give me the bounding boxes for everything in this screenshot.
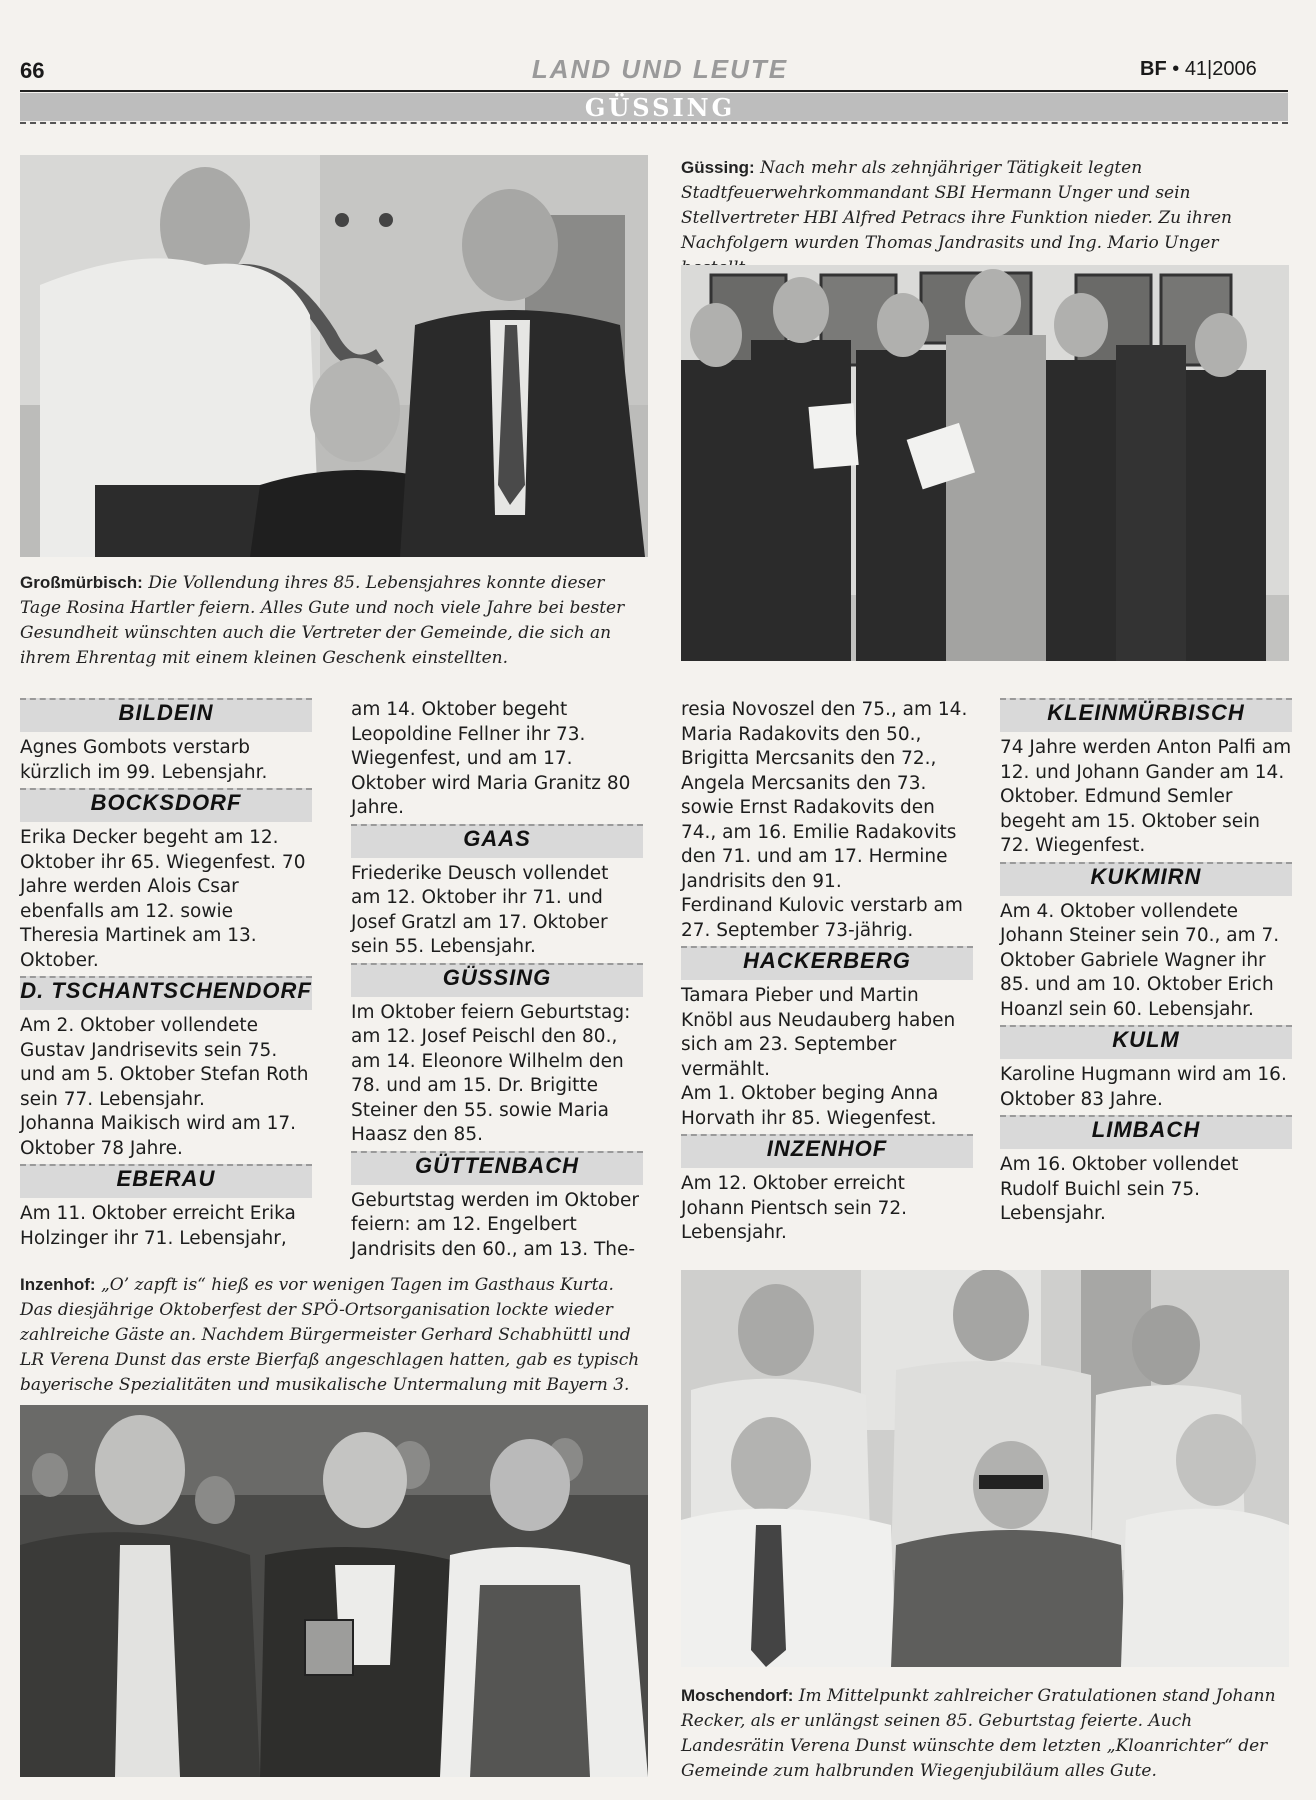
region-title: GÜSSING xyxy=(584,93,736,122)
photo-moschendorf xyxy=(681,1270,1289,1667)
news-column-1 xyxy=(20,698,312,1251)
caption-grossmuerbisch xyxy=(20,570,648,671)
news-column-4 xyxy=(1000,698,1292,1227)
section-head-hackerberg: HACKERBERG xyxy=(681,946,973,980)
section-text-eberau: Am 11. Oktober erreicht Erika Holzinger ihr 71. Lebensjahr, xyxy=(20,1203,296,1249)
section-head-kulm: KULM xyxy=(1000,1025,1292,1059)
section-head-limbach: LIMBACH xyxy=(1000,1115,1292,1149)
section-head-bildein: BILDEIN xyxy=(20,698,312,732)
section-text-bildein: Agnes Gombots verstarb kürzlich im 99. Lebensjahr. xyxy=(20,737,268,783)
caption-text: „O’ zapft is“ hieß es vor wenigen Tagen im Gasthaus Kurta. Das diesjährige Oktoberfest der SPÖ-Ortsorganisation lockte wieder zahlreiche Gäste an. Nachdem Bürgermeister Gerhard Schabhüttl und LR Verena Dunst das erste Bierfaß angeschlagen hatten, gab es typisch bayerische Spezialitäten und musikalische Untermalung mit Bayern 3. xyxy=(20,1275,640,1395)
section-title: LAND UND LEUTE xyxy=(531,54,789,84)
section-head-gaas: GAAS xyxy=(351,824,643,858)
section-head-kukmirn: KUKMIRN xyxy=(1000,862,1292,896)
caption-place: Großmürbisch: xyxy=(20,573,143,592)
publication-name: BF xyxy=(1140,58,1167,80)
section-head-bocksdorf: BOCKSDORF xyxy=(20,788,312,822)
photo-feuerwehr xyxy=(681,265,1289,661)
section-text-eberau-cont: am 14. Oktober begeht Leopoldine Fellner ihr 73. Wiegenfest, und am 17. Oktober wird Maria Granitz 80 Jahre. xyxy=(351,699,631,818)
caption-text: Die Vollendung ihres 85. Lebensjahres konnte dieser Tage Rosina Hartler feiern. Alles Gute und noch viele Jahre bei bester Gesundheit wünschten auch die Vertreter der Gemeinde, die sich an ihrem Ehrentag mit einem kleinen Geschenk einstellten. xyxy=(20,573,625,668)
header-rule xyxy=(20,90,1288,92)
section-text-bocksdorf: Erika Decker begeht am 12. Oktober ihr 65. Wiegenfest. 70 Jahre werden Alois Csar ebenfalls am 12. sowie Theresia Martinek am 13. Oktober. xyxy=(20,827,306,971)
section-head-inzenhof: INZENHOF xyxy=(681,1134,973,1168)
section-head-kleinmuerbisch: KLEINMÜRBISCH xyxy=(1000,698,1292,732)
news-column-2 xyxy=(351,698,643,1262)
issue-number: 41|2006 xyxy=(1184,58,1257,80)
caption-moschendorf xyxy=(681,1683,1289,1784)
caption-text: Im Mittelpunkt zahlreicher Gratulationen stand Johann Recker, als er unlängst seinen 85. Geburtstag feierte. Auch Landesrätin Verena Dunst wünschte dem letzten „Kloanrichter“ der Gemeinde zum halbrunden Wiegenjubiläum alles Gute. xyxy=(681,1686,1276,1781)
caption-text: Nach mehr als zehnjähriger Tätigkeit legten Stadtfeuerwehrkommandant SBI Hermann Unger und sein Stellvertreter HBI Alfred Petracs ihre Funktion nieder. Zu ihren Nachfolgern wurden Thomas Jandrasits und Ing. Mario Unger xyxy=(681,158,1233,253)
issue-separator: • xyxy=(1172,58,1180,80)
section-text-guettenbach: Geburtstag werden im Oktober feiern: am 12. Engelbert Jandrisits den 60., am 13. The- xyxy=(351,1189,640,1260)
section-text-guettenbach-cont-2: Ferdinand Kulovic verstarb am 27. September 73-jährig. xyxy=(681,895,963,941)
caption-inzenhof xyxy=(20,1272,648,1398)
section-head-guettenbach: GÜTTENBACH xyxy=(351,1151,643,1185)
section-text-hackerberg-2: Am 1. Oktober beging Anna Horvath ihr 85. Wiegenfest. xyxy=(681,1083,939,1129)
news-column-3 xyxy=(681,698,973,1246)
section-head-tschantschendorf: D. TSCHANTSCHENDORF xyxy=(20,976,312,1010)
issue-info xyxy=(1140,58,1257,81)
caption-place: Inzenhof: xyxy=(20,1275,96,1294)
section-text-guettenbach-cont: resia Novoszel den 75., am 14. Maria Radakovits den 50., Brigitta Mercsanits den 72., Angela Mercsanits den 73. sowie Ernst Radakovits den 74., am 16. Emilie Radakovits den 71. und am 17. Hermine Jandrisits den 91. xyxy=(681,699,968,892)
section-head-guessing: GÜSSING xyxy=(351,963,643,997)
section-text-kukmirn: Am 4. Oktober vollendete Johann Steiner sein 70., am 7. Oktober Gabriele Wagner ihr 85. und am 10. Oktober Erich Hoanzl sein 60. Lebensjahr. xyxy=(1000,900,1280,1020)
section-text-tschantschendorf: Am 2. Oktober vollendete Gustav Jandrisevits sein 75. und am 5. Oktober Stefan Roth sein 77. Lebensjahr. xyxy=(20,1015,309,1110)
photo-oktoberfest xyxy=(20,1405,648,1777)
caption-place: Güssing: xyxy=(681,158,755,177)
section-text-kulm: Karoline Hugmann wird am 16. Oktober 83 Jahre. xyxy=(1000,1064,1287,1110)
section-text-hackerberg: Tamara Pieber und Martin Knöbl aus Neudauberg haben sich am 23. September vermählt. xyxy=(681,985,956,1080)
section-head-eberau: EBERAU xyxy=(20,1164,312,1198)
section-text-inzenhof: Am 12. Oktober erreicht Johann Pientsch sein 72. Lebensjahr. xyxy=(681,1173,908,1243)
section-text-limbach: Am 16. Oktober vollendet Rudolf Buichl sein 75. Lebensjahr. xyxy=(1000,1154,1239,1224)
page-number: 66 xyxy=(20,58,45,83)
photo-grossmuerbisch xyxy=(20,155,648,557)
section-text-kleinmuerbisch: 74 Jahre werden Anton Palfi am 12. und Johann Gander am 14. Oktober. Edmund Semler begeht am 15. Oktober sein 72. Wiegenfest. xyxy=(1000,737,1292,856)
caption-place: Moschendorf: xyxy=(681,1686,794,1705)
section-text-guessing: Im Oktober feiern Geburtstag: am 12. Josef Peischl den 80., am 14. Eleonore Wilhelm den 78. und am 15. Dr. Brigitte Steiner den 55. sowie Maria Haasz den 85. xyxy=(351,1001,631,1145)
section-text-gaas: Friederike Deusch vollendet am 12. Oktober ihr 71. und Josef Gratzl am 17. Oktober sein 55. Lebensjahr. xyxy=(351,862,609,957)
header-divider xyxy=(20,122,1288,124)
caption-guessing xyxy=(681,155,1289,281)
section-text-tschantschendorf-2: Johanna Maikisch wird am 17. Oktober 78 Jahre. xyxy=(20,1113,297,1159)
